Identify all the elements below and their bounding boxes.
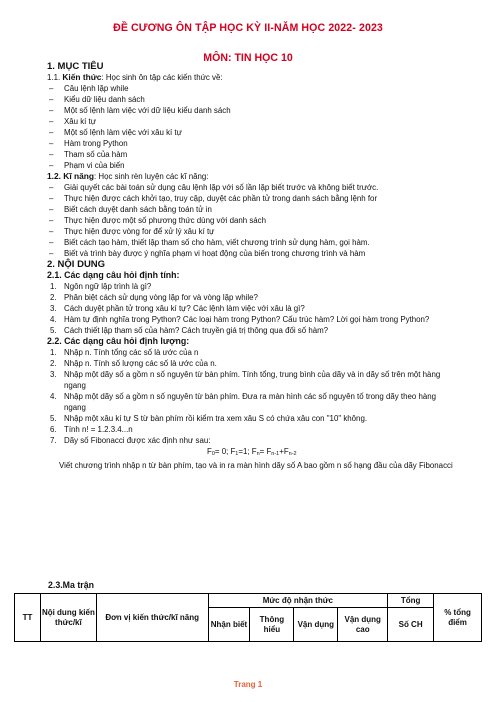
list-item: – Câu lệnh lặp while: [49, 84, 129, 93]
section-content-heading: 2. NỘI DUNG: [47, 259, 106, 270]
list-item: – Biết cách tạo hàm, thiết lập tham số cho hàm, viết chương trình sử dụng hàm, gọi hàm.: [49, 238, 370, 247]
header-tt: TT: [15, 594, 41, 642]
header-percent: % tổng điểm: [434, 594, 482, 642]
list-item: – Phạm vi của biến: [49, 161, 125, 170]
header-level-recognize: Nhận biết: [208, 608, 250, 642]
list-item: 5. Nhập một xâu kí tự S từ bàn phím rồi kiểm tra xem xâu S có chứa xâu con "10" không.: [50, 414, 368, 423]
assessment-matrix-table: [14, 593, 482, 642]
list-item: – Thực hiện được vòng for để xử lý xâu kí tự: [49, 227, 215, 236]
qualitative-list: [47, 281, 459, 336]
list-item: 3. Nhập một dãy số a gồm n số nguyên từ bàn phím. Tính tổng, trung bình của dãy và in dãy số trên một hàng ngang: [50, 370, 441, 390]
knowledge-label: Kiến thức: [62, 72, 102, 82]
list-item: – Thực hiện được một số phương thức dùng với danh sách: [49, 216, 267, 225]
list-item: – Kiểu dữ liệu danh sách: [49, 95, 145, 104]
page-number: Trang 1: [233, 680, 263, 689]
list-item: 2. Phân biệt cách sử dụng vòng lặp for và vòng lặp while?: [50, 293, 258, 302]
header-level-apply-high: Vận dụng cao: [338, 608, 388, 642]
header-question-count: Số CH: [388, 608, 434, 642]
header-level-understand: Thông hiểu: [250, 608, 294, 642]
quantitative-list: [47, 347, 459, 446]
list-item: 4. Hàm tự định nghĩa trong Python? Các loại hàm trong Python? Cấu trúc hàm? Lời gọi hàm trong Python?: [50, 315, 430, 324]
list-item: 1. Ngôn ngữ lập trình là gì?: [50, 282, 152, 291]
list-item: – Giải quyết các bài toán sử dụng câu lệnh lặp với số lần lặp biết trước và không biết trước.: [49, 183, 379, 192]
fibonacci-task: Viết chương trình nhập n từ bàn phím, tạo và in ra màn hình dãy số A bao gồm n số hạng đầu của dãy Fibonacci: [59, 461, 453, 470]
list-item: – Một số lệnh làm việc với dữ liệu kiểu danh sách: [49, 106, 231, 115]
header-content-unit: Nội dung kiến thức/kĩ: [40, 594, 96, 642]
list-item: 7. Dãy số Fibonacci được xác định như sau:: [50, 436, 211, 445]
header-knowledge-unit: Đơn vị kiến thức/kĩ năng: [96, 594, 208, 642]
knowledge-list: [47, 83, 459, 171]
list-item: 3. Cách duyệt phần tử trong xâu kí tự? Các lệnh làm việc với xâu là gì?: [50, 304, 305, 313]
list-item: 2. Nhập n. Tính số lượng các số là ước của n.: [50, 359, 217, 368]
section-objectives-heading: 1. MỤC TIÊU: [47, 61, 104, 72]
document-body: [47, 61, 459, 471]
list-item: 1. Nhập n. Tính tổng các số là ước của n: [50, 348, 199, 357]
skills-intro: 1.2. Kĩ năng: Học sinh rèn luyện các kĩ năng:: [47, 171, 209, 181]
header-level-apply: Vận dụng: [294, 608, 338, 642]
quantitative-heading: 2.2. Các dạng câu hỏi định lượng:: [47, 336, 190, 346]
list-item: – Hàm trong Python: [49, 139, 128, 148]
list-item: – Xâu kí tự: [49, 117, 97, 126]
list-item: – Một số lệnh làm việc với xâu kí tự: [49, 128, 182, 137]
list-item: – Biết và trình bày được ý nghĩa phạm vi hoạt động của biến trong chương trình và hàm: [49, 249, 366, 258]
document-title: ĐỀ CƯƠNG ÔN TẬP HỌC KỲ II-NĂM HỌC 2022- 2023: [113, 22, 383, 34]
list-item: – Biết cách duyệt danh sách bằng toán tử in: [49, 205, 212, 214]
list-item: 6. Tính n! = 1.2.3.4...n: [50, 425, 133, 434]
header-cognitive-level: Mức độ nhận thức: [208, 594, 388, 608]
list-item: 5. Cách thiết lập tham số của hàm? Cách truyền giá trị thông qua đối số hàm?: [50, 326, 329, 335]
fibonacci-formula: F0= 0; F1=1; Fn= Fn-1+Fn-2: [207, 447, 297, 457]
skills-label: Kĩ năng: [63, 171, 95, 181]
subject-title: MÔN: TIN HỌC 10: [203, 52, 293, 64]
list-item: 4. Nhập một dãy số a gồm n số nguyên từ bàn phím. Đưa ra màn hình các số nguyên tố trong dãy theo hàng ngang: [50, 392, 437, 412]
knowledge-intro: 1.1. Kiến thức: Học sinh ôn tập các kiến thức về:: [47, 72, 223, 82]
matrix-heading: 2.3.Ma trận: [48, 580, 94, 590]
skills-list: [47, 182, 459, 259]
list-item: – Tham số của hàm: [49, 150, 128, 159]
header-total: Tổng: [388, 594, 434, 608]
list-item: – Thực hiện được cách khởi tạo, truy cập, duyệt các phần tử trong danh sách bằng lệnh for: [49, 194, 378, 203]
qualitative-heading: 2.1. Các dạng câu hỏi định tính:: [47, 270, 180, 280]
